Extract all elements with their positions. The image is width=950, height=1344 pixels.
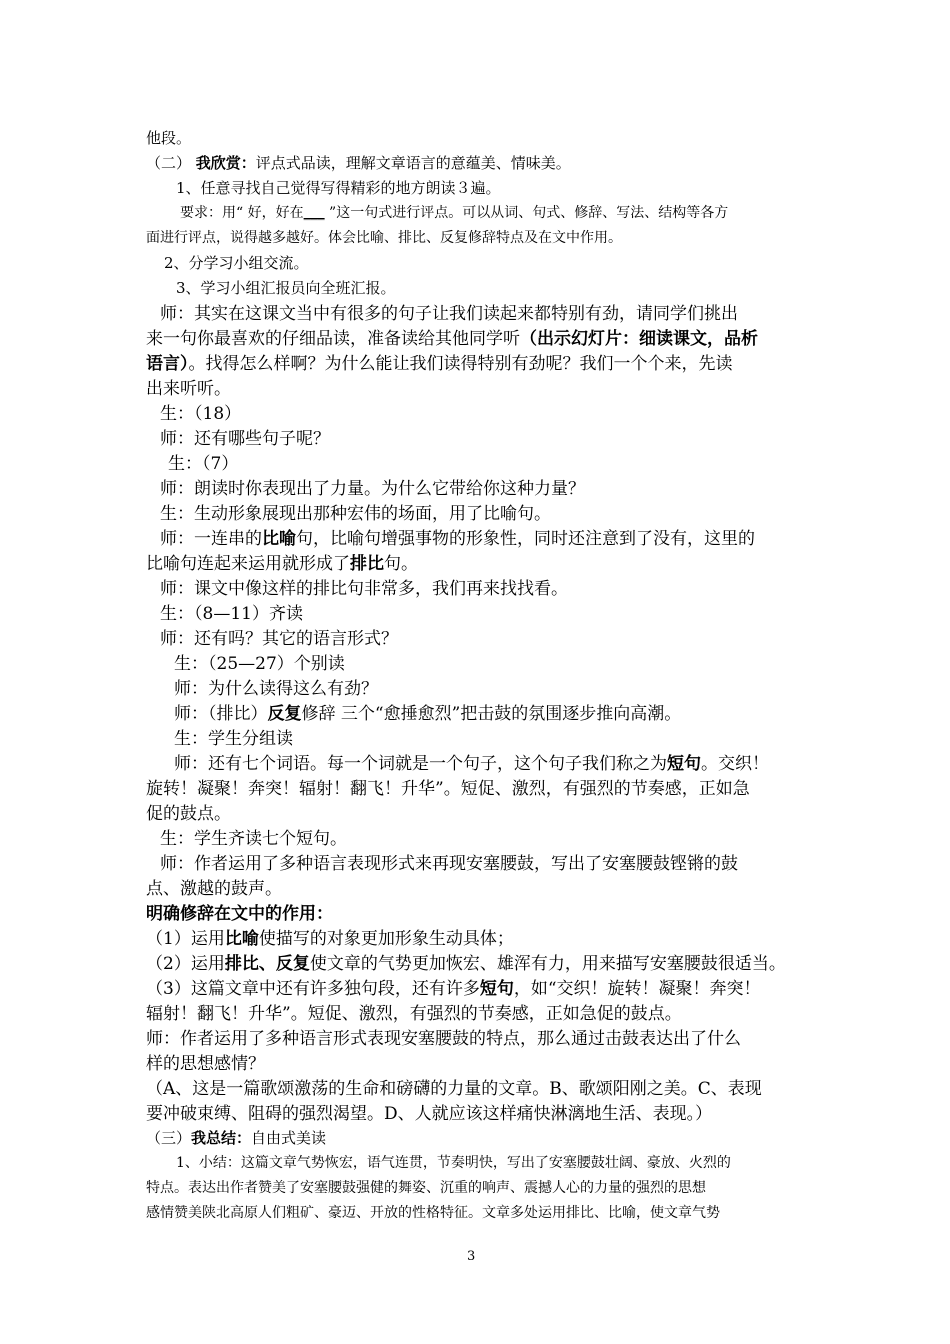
slide-note: （出示幻灯片：细读课文，品析 <box>520 329 758 349</box>
keyword-parallelism-repetition: 排比、反复 <box>224 954 310 974</box>
dialogue-line: 生：学生齐读七个短句。 <box>160 829 347 849</box>
list-item <box>146 956 786 973</box>
section-heading-appreciate <box>146 156 571 171</box>
dialogue-line: 师：为什么读得这么有劲？ <box>174 679 378 699</box>
dialogue-line: 师：朗读时你表现出了力量。为什么它带给你这种力量？ <box>160 479 585 499</box>
dialogue-text: 。交织！ <box>701 754 769 774</box>
dialogue-line <box>146 556 418 573</box>
task-item: 1、任意寻找自己觉得写得精彩的地方朗读３遍。 <box>176 179 501 197</box>
dialogue-line: 生：（8—11）齐读 <box>160 604 303 624</box>
task-item: 3、学习小组汇报员向全班汇报。 <box>176 279 396 297</box>
dialogue-line: 生：生动形象展现出那种宏伟的场面，用了比喻句。 <box>160 504 551 524</box>
dialogue-text: 修辞 三个“愈捶愈烈”把击鼓的氛围逐步推向高潮。 <box>301 704 682 724</box>
page-number: 3 <box>467 1249 476 1264</box>
list-item <box>146 931 514 948</box>
keyword-repetition: 反复 <box>267 704 302 724</box>
keyword-metaphor: 比喻 <box>262 529 296 549</box>
dialogue-line: 促的鼓点。 <box>146 804 231 824</box>
summary-line: 1、小结：这篇文章气势恢宏，语气连贯，节奏明快，写出了安塞腰鼓壮阔、豪放、火烈的 <box>176 1155 731 1171</box>
item-text: 使文章的气势更加恢宏、雄浑有力，用来描写安塞腰鼓很适当。 <box>309 954 786 974</box>
dialogue-text: 来一句你最喜欢的仔细品读，准备读给其他同学听 <box>146 329 520 349</box>
dialogue-text: 句，比喻句增强事物的形象性，同时还注意到了没有，这里的 <box>296 529 755 549</box>
keyword-metaphor: 比喻 <box>224 929 259 949</box>
dialogue-line: 旋转！凝聚！奔突！辐射！翻飞！升华”。短促、激烈，有强烈的节奏感，正如急 <box>146 779 750 799</box>
answer-line: （A、这是一篇歌颂激荡的生命和磅礴的力量的文章。B、歌颂阳刚之美。C、表现 <box>146 1079 762 1099</box>
answer-line: 要冲破束缚、阻碍的强烈渴望。D、人就应该这样痛快淋漓地生活、表现。） <box>146 1104 713 1124</box>
dialogue-line: 样的思想感情？ <box>146 1054 265 1074</box>
dialogue-line <box>174 756 769 773</box>
dialogue-line: 生：学生分组读 <box>174 729 293 749</box>
list-item-cont: 辐射！翻飞！升华”。短促、激烈，有强烈的节奏感，正如急促的鼓点。 <box>146 1004 682 1024</box>
dialogue-text: 句。 <box>384 554 418 574</box>
dialogue-text: 。找得怎么样啊？为什么能让我们读得特别有劲呢？我们一个个来，先读 <box>188 354 733 374</box>
dialogue-text: 师：一连串的 <box>160 529 262 549</box>
keyword-short-sentence: 短句 <box>667 754 701 774</box>
dialogue-line: 师：其实在这课文当中有很多的句子让我们读起来都特别有劲，请同学们挑出 <box>160 304 738 324</box>
slide-note-end: 语言） <box>146 354 189 374</box>
subheading <box>146 906 333 923</box>
dialogue-line: 师：作者运用了多种语言形式表现安塞腰鼓的特点，那么通过击鼓表达出了什么 <box>146 1029 741 1049</box>
summary-line: 感情赞美陕北高原人们粗矿、豪迈、开放的性格特征。文章多处运用排比、比喻，使文章气势 <box>146 1205 720 1221</box>
item-text: （3）这篇文章中还有许多独句段，还有许多 <box>146 979 480 999</box>
keyword-parallelism: 排比 <box>350 554 384 574</box>
dialogue-line <box>174 706 681 723</box>
item-text: （2）运用 <box>146 954 225 974</box>
item-text: 使描写的对象更加形象生动具体； <box>258 929 514 949</box>
section-subtitle: 自由式美读 <box>251 1129 327 1147</box>
task-item: 2、分学习小组交流。 <box>164 254 309 272</box>
section-title: 我欣赏： <box>195 154 256 172</box>
dialogue-line: 生：（25—27）个别读 <box>174 654 345 674</box>
section-title: 我总结： <box>191 1129 252 1147</box>
dialogue-line <box>160 531 755 548</box>
section-number: （三） <box>146 1129 192 1147</box>
requirement-line <box>180 206 728 220</box>
text-line: 他段。 <box>146 129 192 147</box>
dialogue-line: 师：作者运用了多种语言表现形式来再现安塞腰鼓，写出了安塞腰鼓铿锵的鼓 <box>160 854 738 874</box>
item-text: （1）运用 <box>146 929 225 949</box>
dialogue-line: 点、激越的鼓声。 <box>146 879 282 899</box>
list-item <box>146 981 761 998</box>
blank-underline: ___ <box>303 205 325 221</box>
item-text: ，如“交织！旋转！凝聚！奔突！ <box>513 979 761 999</box>
requirement-line-cont: 面进行评点，说得越多越好。体会比喻、排比、反复修辞特点及在文中作用。 <box>146 230 622 246</box>
requirement-text: 要求：用“ 好，好在 <box>180 205 304 221</box>
dialogue-line: 师：课文中像这样的排比句非常多，我们再来找找看。 <box>160 579 568 599</box>
dialogue-line <box>146 331 758 348</box>
dialogue-line: 生：（7） <box>168 454 239 474</box>
dialogue-text: 比喻句连起来运用就形成了 <box>146 554 350 574</box>
keyword-short-sentence: 短句 <box>479 979 514 999</box>
section-number: （二） <box>146 154 196 172</box>
dialogue-line: 师：还有吗？其它的语言形式？ <box>160 629 398 649</box>
dialogue-line: 出来听听。 <box>146 379 231 399</box>
section-heading-summary <box>146 1131 326 1146</box>
dialogue-text: 师：（排比） <box>174 704 268 724</box>
dialogue-line: 生：（18） <box>160 404 242 424</box>
dialogue-text: 师：还有七个词语。每一个词就是一个句子，这个句子我们称之为 <box>174 754 667 774</box>
requirement-text-cont: ”这一句式进行评点。可以从词、句式、修辞、写法、结构等各方 <box>324 205 729 221</box>
dialogue-line <box>146 356 733 373</box>
summary-line: 特点。表达出作者赞美了安塞腰鼓强健的舞姿、沉重的响声、震撼人心的力量的强烈的思想 <box>146 1180 706 1196</box>
subheading-text: 明确修辞在文中的作用： <box>146 904 333 924</box>
section-subtitle: 评点式品读，理解文章语言的意蕴美、情味美。 <box>255 154 571 172</box>
dialogue-line: 师：还有哪些句子呢？ <box>160 429 330 449</box>
